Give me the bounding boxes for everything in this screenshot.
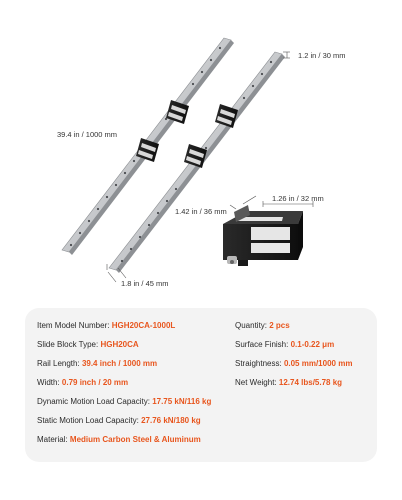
spec-quantity	[235, 321, 290, 330]
spec-value: 0.05 mm/1000 mm	[283, 359, 353, 368]
spec-value: HGH20CA	[100, 340, 139, 349]
spec-straightness	[235, 359, 352, 368]
spec-label: Surface Finish:	[235, 340, 289, 349]
spec-value: 2 pcs	[269, 321, 290, 330]
spec-surface-finish	[235, 340, 334, 349]
spec-value: 39.4 inch / 1000 mm	[81, 359, 158, 368]
spec-width	[37, 378, 128, 387]
spec-item-model	[37, 321, 175, 330]
specifications-panel	[25, 308, 377, 462]
spec-dynamic-load	[37, 397, 211, 406]
rail-height-label: 1.2 in / 30 mm	[298, 51, 346, 60]
spec-material	[37, 435, 201, 444]
spec-label: Item Model Number:	[37, 321, 110, 330]
spec-net-weight	[235, 378, 342, 387]
spec-value: 0.79 inch / 20 mm	[61, 378, 129, 387]
spec-rail-length	[37, 359, 157, 368]
block-length-label: 1.42 in / 36 mm	[175, 207, 227, 216]
spec-value: 12.74 lbs/5.78 kg	[278, 378, 343, 387]
spec-label: Material:	[37, 435, 68, 444]
spec-label: Width:	[37, 378, 60, 387]
rail-width-label: 1.8 in / 45 mm	[121, 279, 169, 288]
spec-label: Static Motion Load Capacity:	[37, 416, 139, 425]
spec-value: Medium Carbon Steel & Aluminum	[69, 435, 201, 444]
spec-slide-block	[37, 340, 139, 349]
spec-label: Net Weight:	[235, 378, 277, 387]
spec-label: Slide Block Type:	[37, 340, 99, 349]
spec-value: 27.76 kN/180 kg	[141, 416, 201, 425]
spec-value: 0.1-0.22 μm	[290, 340, 335, 349]
spec-value: 17.75 kN/116 kg	[152, 397, 212, 406]
spec-static-load	[37, 416, 201, 425]
spec-label: Straightness:	[235, 359, 282, 368]
rail-length-label: 39.4 in / 1000 mm	[57, 130, 118, 139]
spec-label: Dynamic Motion Load Capacity:	[37, 397, 150, 406]
spec-label: Quantity:	[235, 321, 268, 330]
block-width-label: 1.26 in / 32 mm	[272, 194, 324, 203]
spec-label: Rail Length:	[37, 359, 80, 368]
spec-value: HGH20CA-1000L	[111, 321, 176, 330]
slide-block-detail	[223, 205, 303, 266]
